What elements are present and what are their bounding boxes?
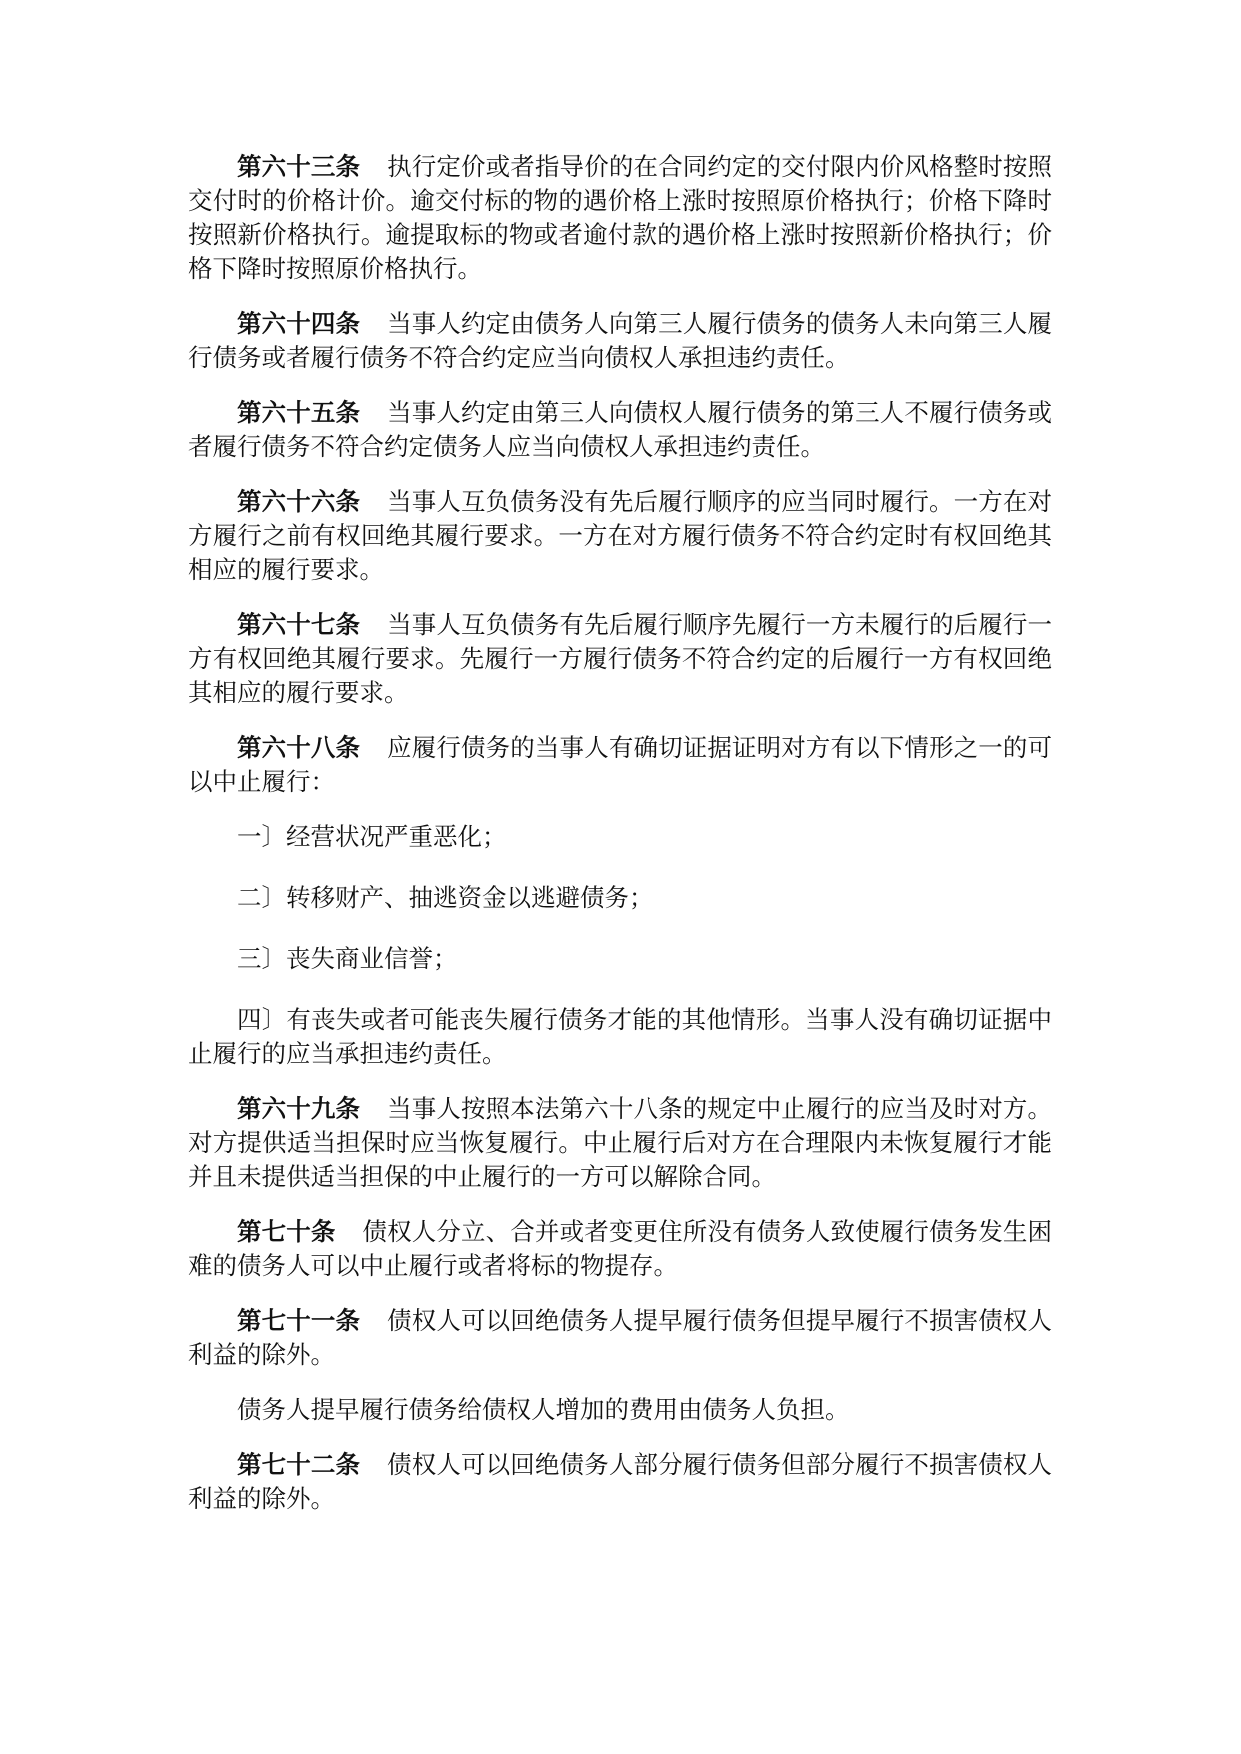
article-70 <box>188 1215 1052 1283</box>
article-66 <box>188 485 1052 587</box>
article-title: 第六十三条 <box>237 152 361 181</box>
article-text: 当事人互负债务没有先后履行顺序的应当同时履行。一方在对方履行之前有权回绝其履行要求。一方在对方履行债务不符合约定时有权回绝其相应的履行要求。 <box>188 487 1053 584</box>
article-text: 执行定价或者指导价的在合同约定的交付限内价风格整时按照交付时的价格计价。逾交付标的物的遇价格上涨时按照原价格执行；价格下降时按照新价格执行。逾提取标的物或者逾付款的遇价格上涨时按照新价格执行；价格下降时按照原价格执行。 <box>188 152 1053 283</box>
article-title: 第六十九条 <box>237 1094 361 1123</box>
article-64 <box>188 307 1052 375</box>
list-item: 二〕转移财产、抽逃资金以逃避债务； <box>237 883 654 912</box>
article-text: 应履行债务的当事人有确切证据证明对方有以下情形之一的可以中止履行： <box>188 733 1053 796</box>
article-68 <box>188 731 1052 799</box>
article-title: 第六十六条 <box>237 487 361 516</box>
list-item: 三〕丧失商业信誉； <box>237 944 458 973</box>
article-text: 当事人约定由债务人向第三人履行债务的债务人未向第三人履行债务或者履行债务不符合约定应当向债权人承担违约责任。 <box>188 309 1053 372</box>
article-65 <box>188 396 1052 464</box>
article-text: 债权人分立、合并或者变更住所没有债务人致使履行债务发生困难的债务人可以中止履行或者将标的物提存。 <box>188 1217 1053 1280</box>
article-67 <box>188 608 1052 710</box>
article-title: 第七十二条 <box>237 1450 361 1479</box>
article-text: 债权人可以回绝债务人部分履行债务但部分履行不损害债权人利益的除外。 <box>188 1450 1053 1513</box>
article-title: 第六十八条 <box>237 733 361 762</box>
article-text: 债权人可以回绝债务人提早履行债务但提早履行不损害债权人利益的除外。 <box>188 1306 1053 1369</box>
article-72 <box>188 1448 1052 1516</box>
plain-paragraph: 债务人提早履行债务给债权人增加的费用由债务人负担。 <box>237 1395 850 1424</box>
article-text: 当事人按照本法第六十八条的规定中止履行的应当及时对方。对方提供适当担保时应当恢复履行。中止履行后对方在合理限内未恢复履行才能并且未提供适当担保的中止履行的一方可以解除合同。 <box>188 1094 1053 1191</box>
article-title: 第七十条 <box>237 1217 336 1246</box>
article-title: 第六十七条 <box>237 610 361 639</box>
article-title: 第六十五条 <box>237 398 361 427</box>
article-69 <box>188 1092 1052 1194</box>
article-63 <box>188 150 1052 286</box>
article-title: 第七十一条 <box>237 1306 361 1335</box>
list-item: 一〕经营状况严重恶化； <box>237 822 507 851</box>
article-title: 第六十四条 <box>237 309 361 338</box>
document-page <box>188 150 1052 1537</box>
list-item: 四〕有丧失或者可能丧失履行债务才能的其他情形。当事人没有确切证据中止履行的应当承担违约责任。 <box>188 1005 1052 1068</box>
article-text: 当事人约定由第三人向债权人履行债务的第三人不履行债务或者履行债务不符合约定债务人应当向债权人承担违约责任。 <box>188 398 1053 461</box>
article-text: 当事人互负债务有先后履行顺序先履行一方未履行的后履行一方有权回绝其履行要求。先履行一方履行债务不符合约定的后履行一方有权回绝其相应的履行要求。 <box>188 610 1053 707</box>
article-71 <box>188 1304 1052 1372</box>
